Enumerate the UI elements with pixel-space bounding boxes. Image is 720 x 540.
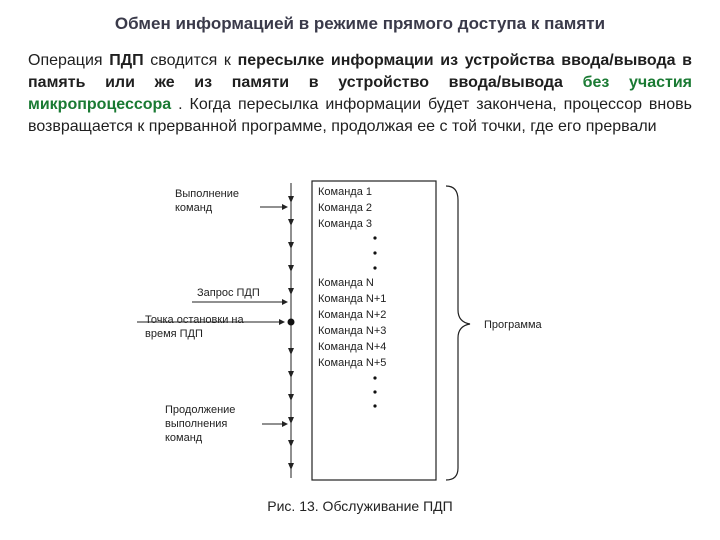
stop-point-dot xyxy=(288,319,295,326)
command-3: Команда 3 xyxy=(318,218,372,230)
command-n2: Команда N+2 xyxy=(318,309,387,321)
command-1: Команда 1 xyxy=(318,186,372,198)
slide-title: Обмен информацией в режиме прямого доступа к памяти xyxy=(114,14,606,33)
para-bold-pdp: ПДП xyxy=(109,52,144,69)
program-brace xyxy=(446,186,470,480)
command-2: Команда 2 xyxy=(318,202,372,214)
label-program: Программа xyxy=(484,319,542,331)
command-n: Команда N xyxy=(318,277,374,289)
label-stop-point: Точка остановки на время ПДП xyxy=(145,314,244,340)
para-green-no-cpu: без участия микропроцессора xyxy=(28,74,693,113)
label-execution: Выполнение команд xyxy=(175,188,240,214)
para-text-4: . Когда пересылка информации будет закончена, процессор вновь возвращается к прерванной программе, продолжая ее с той точки, где его прервали xyxy=(28,96,692,135)
para-bold-transfer: пересылке информации из устройства ввода/вывода в память или же из памяти в устройство ввода/вывода xyxy=(28,52,692,91)
command-n1: Команда N+1 xyxy=(318,293,387,305)
label-dma-request: Запрос ПДП xyxy=(197,287,260,299)
label-continue: Продолжение выполнения команд xyxy=(165,404,236,444)
para-text-2: сводится к xyxy=(143,52,238,69)
ellipsis-dots-top xyxy=(373,236,376,269)
command-n4: Команда N+4 xyxy=(318,341,387,353)
command-n3: Команда N+3 xyxy=(318,325,387,337)
figure-caption: Рис. 13. Обслуживание ПДП xyxy=(267,498,453,514)
ellipsis-dots-bottom xyxy=(373,376,376,407)
para-text-1: Операция xyxy=(28,52,110,69)
command-n5: Команда N+5 xyxy=(318,357,387,369)
